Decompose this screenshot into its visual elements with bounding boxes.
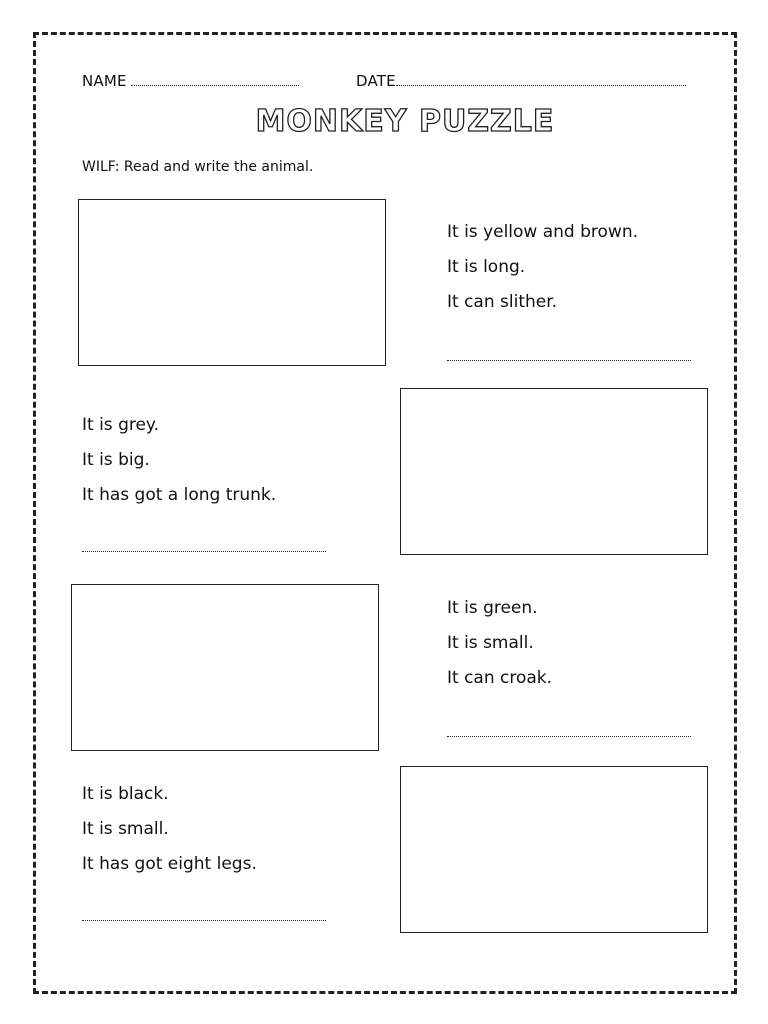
drawing-box-2[interactable] — [400, 388, 708, 555]
clue-line: It can slither. — [447, 292, 558, 312]
worksheet-title: MONKEY PUZZLE — [255, 104, 555, 139]
clue-group-3 — [447, 595, 552, 700]
clue-line: It is green. — [447, 598, 538, 618]
clue-group-1 — [447, 219, 638, 324]
clue-line: It is yellow and brown. — [447, 222, 639, 242]
drawing-box-3[interactable] — [71, 584, 379, 751]
clue-line: It is big. — [82, 450, 150, 470]
clue-line: It has got a long trunk. — [82, 485, 277, 505]
answer-line-3[interactable] — [447, 736, 691, 737]
answer-line-2[interactable] — [82, 551, 326, 552]
date-field[interactable] — [356, 72, 686, 90]
drawing-box-1[interactable] — [78, 199, 386, 366]
clue-line: It has got eight legs. — [82, 854, 257, 874]
clue-line: It is grey. — [82, 415, 159, 435]
clue-group-2 — [82, 412, 276, 517]
date-answer-line[interactable] — [396, 73, 686, 86]
answer-line-4[interactable] — [82, 920, 326, 921]
answer-line-1[interactable] — [447, 360, 691, 361]
clue-line: It is long. — [447, 257, 526, 277]
clue-line: It is small. — [82, 819, 169, 839]
clue-group-4 — [82, 781, 257, 886]
name-label: NAME — [82, 72, 127, 90]
name-field[interactable] — [82, 72, 299, 90]
name-answer-line[interactable] — [131, 73, 299, 86]
clue-line: It is small. — [447, 633, 534, 653]
clue-line: It is black. — [82, 784, 169, 804]
date-label: DATE — [356, 72, 396, 90]
drawing-box-4[interactable] — [400, 766, 708, 933]
instruction-text: WILF: Read and write the animal. — [82, 159, 314, 175]
clue-line: It can croak. — [447, 668, 553, 688]
